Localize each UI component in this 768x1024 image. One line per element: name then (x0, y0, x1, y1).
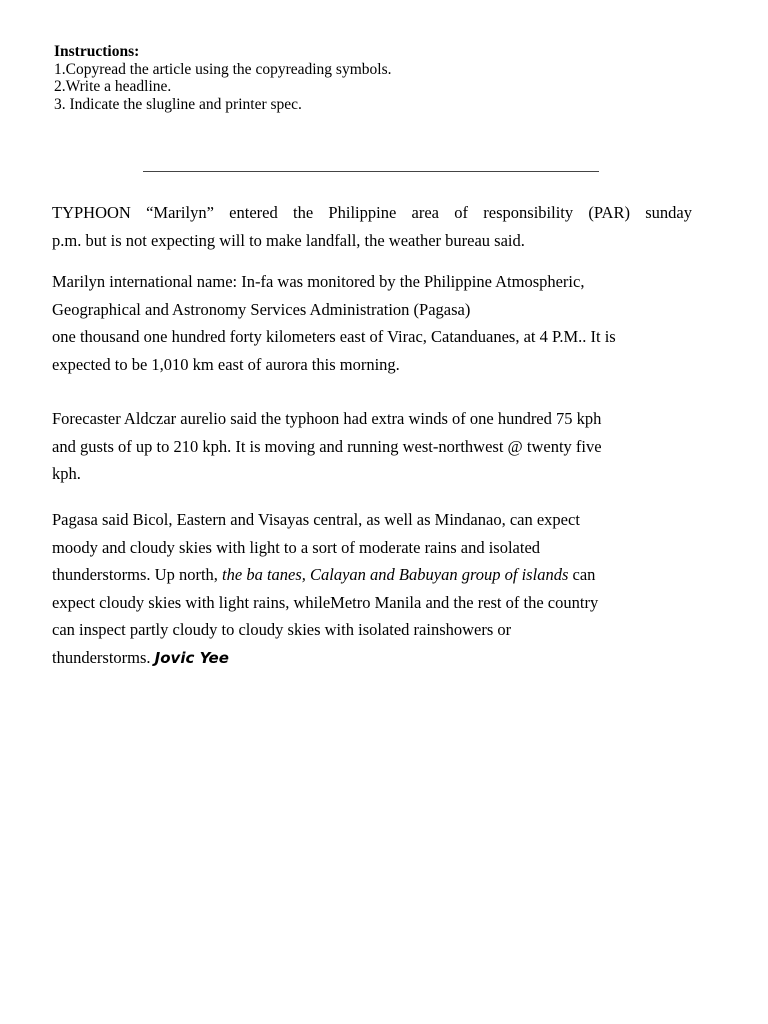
text-line: and gusts of up to 210 kph. It is moving and running west-northwest @ twenty five (52, 436, 602, 456)
instructions-block (54, 43, 391, 113)
italic-place-names: the ba tanes, Calayan and Babuyan group of islands (222, 565, 569, 584)
text-line: Geographical and Astronomy Services Administration (Pagasa) (52, 299, 471, 319)
text-line: moody and cloudy skies with light to a sort of moderate rains and isolated (52, 537, 541, 557)
instruction-item: 2.Write a headline. (54, 78, 172, 95)
text-segment: thunderstorms. (52, 647, 151, 667)
text-line: one thousand one hundred forty kilometers east of Virac, Catanduanes, at 4 P.M.. It is (52, 327, 616, 346)
article-paragraph-1 (52, 199, 692, 254)
text-line: Pagasa said Bicol, Eastern and Visayas central, as well as Mindanao, can expect (52, 510, 580, 529)
text-line (52, 644, 672, 673)
article-paragraph-3 (52, 405, 672, 488)
text-line: expect cloudy skies with light rains, whileMetro Manila and the rest of the country (52, 592, 599, 612)
text-line: can inspect partly cloudy to cloudy skies with isolated rainshowers or (52, 620, 512, 639)
instruction-item: 1.Copyread the article using the copyreading symbols. (54, 60, 392, 78)
text-line: Marilyn international name: In-fa was monitored by the Philippine Atmospheric, (52, 272, 585, 291)
text-segment: can (568, 565, 596, 584)
text-segment: thunderstorms. Up north, (52, 565, 223, 584)
text-line (52, 561, 672, 589)
instructions-heading: Instructions: (54, 43, 140, 60)
text-line: TYPHOON “Marilyn” entered the Philippine area of responsibility (PAR) sunday (52, 203, 692, 222)
byline: Jovic Yee (154, 648, 229, 667)
instruction-item: 3. Indicate the slugline and printer spec. (54, 95, 302, 113)
separator-line (143, 171, 599, 172)
text-line: kph. (52, 464, 81, 483)
article-paragraph-2 (52, 268, 692, 378)
article-paragraph-4 (52, 506, 672, 672)
text-line: p.m. but is not expecting will to make landfall, the weather bureau said. (52, 230, 525, 250)
text-line: expected to be 1,010 km east of aurora this morning. (52, 354, 400, 374)
text-line: Forecaster Aldczar aurelio said the typhoon had extra winds of one hundred 75 kph (52, 409, 602, 428)
